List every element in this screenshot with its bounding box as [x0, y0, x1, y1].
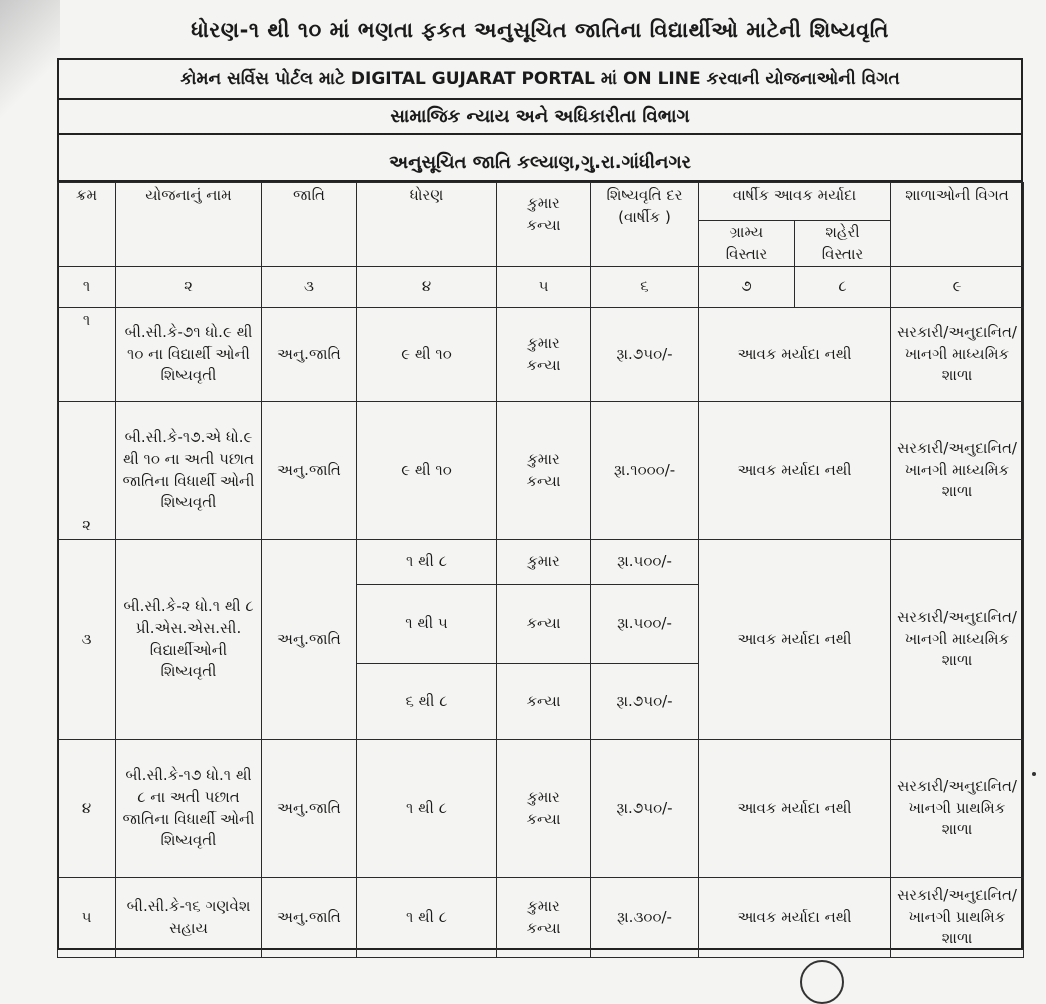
header-rate: શિષ્યવૃતિ દર (વાર્ષીક )	[591, 183, 699, 267]
row-standard: ૯ થી ૧૦	[357, 308, 497, 402]
row-gender: કુમાર કન્યા	[497, 878, 591, 958]
row-rate: રૂા.૫૦૦/-	[591, 540, 699, 585]
header-scheme: યોજનાનું નામ	[116, 183, 262, 267]
header-serial: ક્રમ	[58, 183, 116, 267]
table-row	[58, 308, 1024, 402]
row-income: આવક મર્યાદા નથી	[699, 878, 891, 958]
column-number: ૬	[591, 267, 699, 308]
column-number: ૯	[891, 267, 1024, 308]
table-row	[58, 878, 1024, 958]
page-title: ધોરણ-૧ થી ૧૦ માં ભણતા ફકત અનુસૂચિત જાતિના વિદ્યાર્થીઓ માટેની શિષ્યવૃતિ	[191, 18, 889, 42]
row-standard: ૧ થી ૮	[357, 740, 497, 878]
header-school: શાળાઓની વિગત	[891, 183, 1024, 267]
column-number: ૪	[357, 267, 497, 308]
row-caste: અનુ.જાતિ	[262, 540, 357, 740]
row-rate: રૂા.૭૫૦/-	[591, 308, 699, 402]
row-rate: રૂા.૭૫૦/-	[591, 740, 699, 878]
ink-dot	[1032, 772, 1036, 776]
row-school: સરકારી/અનુદાનિત/ ખાનગી માધ્યમિક શાળા	[891, 402, 1024, 540]
row-scheme: બી.સી.કે-૨ ધો.૧ થી ૮ પ્રી.એસ.એસ.સી. વિદ્યાર્થીઓની શિષ્યવૃતી	[116, 540, 262, 740]
row-gender: કુમાર	[497, 540, 591, 585]
row-school: સરકારી/અનુદાનિત/ ખાનગી માધ્યમિક શાળા	[891, 540, 1024, 740]
column-number: ૧	[58, 267, 116, 308]
row-serial: ૩	[58, 540, 116, 740]
row-gender: કુમાર કન્યા	[497, 308, 591, 402]
header-gender: કુમાર કન્યા	[497, 183, 591, 267]
row-income: આવક મર્યાદા નથી	[699, 308, 891, 402]
row-gender: કન્યા	[497, 585, 591, 664]
row-serial: ૪	[58, 740, 116, 878]
row-rate: રૂા.૫૦૦/-	[591, 585, 699, 664]
row-standard: ૧ થી ૮	[357, 878, 497, 958]
row-gender: કન્યા	[497, 664, 591, 740]
header-rural: ગ્રામ્ય વિસ્તાર	[699, 221, 795, 267]
row-rate: રૂા.૩૦૦/-	[591, 878, 699, 958]
row-scheme: બી.સી.કે-૧૭ ધો.૧ થી ૮ ના અતી પછાત જાતિના વિધાર્થી ઓની શિષ્યવૃતી	[116, 740, 262, 878]
row-gender: કુમાર કન્યા	[497, 402, 591, 540]
row-standard: ૬ થી ૮	[357, 664, 497, 740]
office-banner: અનુસૂચિત જાતિ કલ્યાણ,ગુ.રા.ગાંધીનગર	[59, 135, 1021, 182]
row-caste: અનુ.જાતિ	[262, 308, 357, 402]
row-scheme: બી.સી.કે-૧૭.એ ધો.૯ થી ૧૦ ના અતી પછાત જાતિના વિધાર્થી ઓની શિષ્યવૃતી	[116, 402, 262, 540]
row-caste: અનુ.જાતિ	[262, 402, 357, 540]
stamp-edge	[800, 960, 844, 1004]
header-income-limit: વાર્ષીક આવક મર્યાદા	[699, 183, 891, 221]
row-rate: રૂા.૧૦૦૦/-	[591, 402, 699, 540]
column-number: ૮	[795, 267, 891, 308]
table-row	[58, 740, 1024, 878]
table-row	[58, 402, 1024, 540]
row-income: આવક મર્યાદા નથી	[699, 402, 891, 540]
table-row	[58, 540, 1024, 585]
column-number: ૫	[497, 267, 591, 308]
row-rate: રૂા.૭૫૦/-	[591, 664, 699, 740]
row-income: આવક મર્યાદા નથી	[699, 540, 891, 740]
row-standard: ૧ થી ૮	[357, 540, 497, 585]
row-serial: ૧	[58, 308, 116, 402]
row-scheme: બી.સી.કે-૭૧ ધો.૯ થી ૧૦ ના વિદ્યાર્થી ઓની શિષ્યવૃતી	[116, 308, 262, 402]
row-caste: અનુ.જાતિ	[262, 740, 357, 878]
column-number-row	[58, 267, 1024, 308]
scholarship-table	[57, 182, 1024, 958]
row-standard: ૯ થી ૧૦	[357, 402, 497, 540]
header-urban: શહેરી વિસ્તાર	[795, 221, 891, 267]
row-caste: અનુ.જાતિ	[262, 878, 357, 958]
header-standard: ધોરણ	[357, 183, 497, 267]
scholarship-sheet	[57, 58, 1023, 950]
row-income: આવક મર્યાદા નથી	[699, 740, 891, 878]
header-caste: જાતિ	[262, 183, 357, 267]
department-banner: સામાજિક ન્યાય અને અધિકારીતા વિભાગ	[59, 100, 1021, 135]
row-scheme: બી.સી.કે-૧૬ ગણવેશ સહાય	[116, 878, 262, 958]
column-number: ૨	[116, 267, 262, 308]
row-gender: કુમાર કન્યા	[497, 740, 591, 878]
column-number: ૩	[262, 267, 357, 308]
row-serial: ૫	[58, 878, 116, 958]
header-row	[58, 183, 1024, 221]
row-standard: ૧ થી ૫	[357, 585, 497, 664]
row-school: સરકારી/અનુદાનિત/ ખાનગી પ્રાથમિક શાળા	[891, 878, 1024, 958]
row-serial: ૨	[58, 402, 116, 540]
column-number: ૭	[699, 267, 795, 308]
portal-banner: કોમન સર્વિસ પોર્ટલ માટે DIGITAL GUJARAT PORTAL માં ON LINE કરવાની યોજનાઓની વિગત	[59, 60, 1021, 100]
row-school: સરકારી/અનુદાનિત/ ખાનગી પ્રાથમિક શાળા	[891, 740, 1024, 878]
row-school: સરકારી/અનુદાનિત/ ખાનગી માધ્યમિક શાળા	[891, 308, 1024, 402]
